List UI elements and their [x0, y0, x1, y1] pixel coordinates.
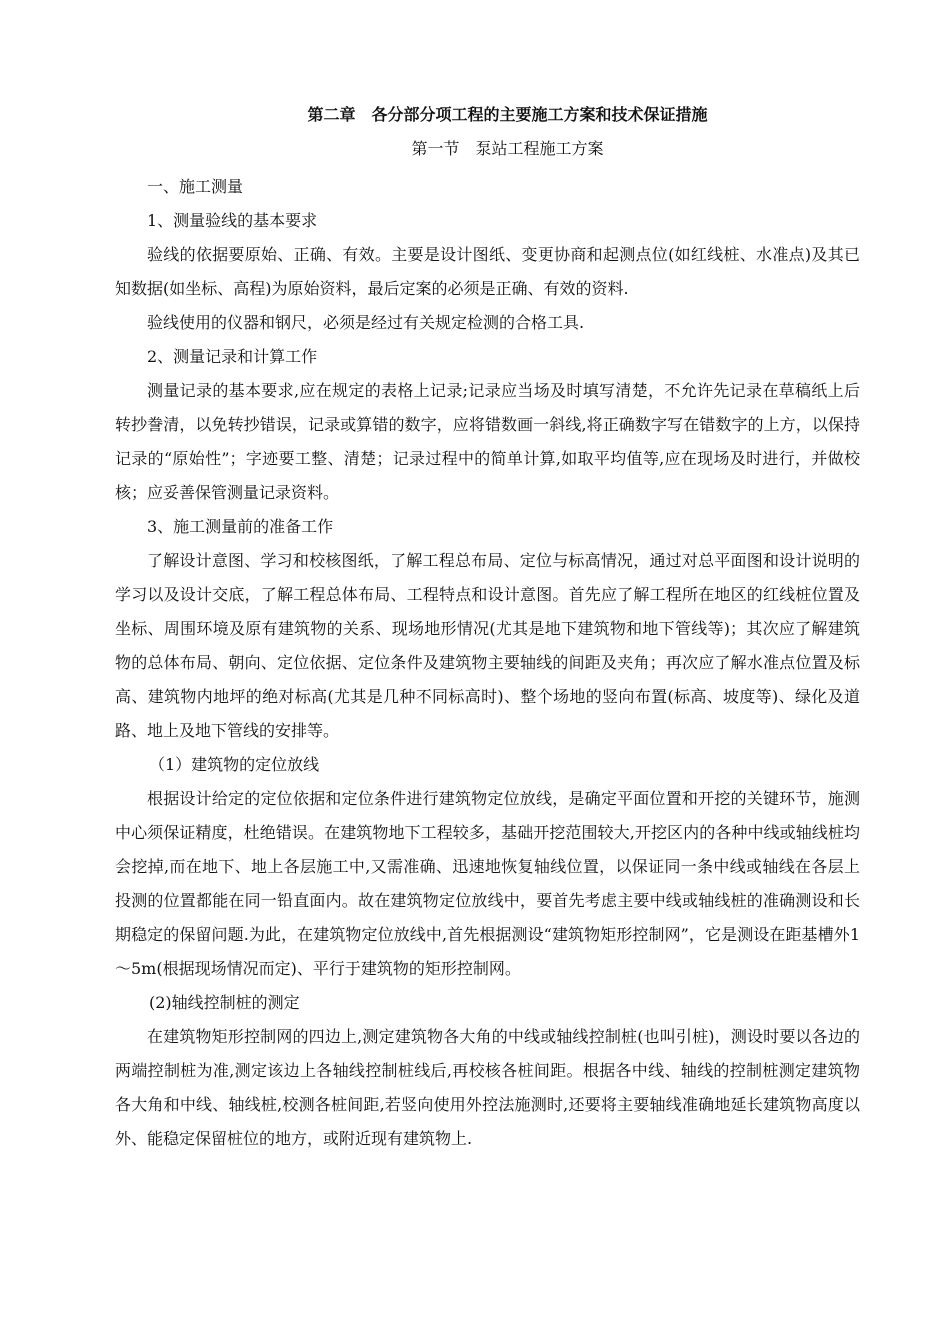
heading-axis-control-piles: (2)轴线控制桩的测定	[149, 993, 300, 1012]
document-body	[115, 100, 860, 1156]
paragraph: 在建筑物矩形控制网的四边上,测定建筑物各大角的中线或轴线控制桩(也叫引桩)，测设时要以各边的两端控制桩为准,测定该边上各轴线控制桩线后,再校核各桩间距。根据各中线、轴线的控制桩测定建筑物各大角和中线、轴线桩,校测各桩间距,若竖向使用外控法施测时,还要将主要轴线准确地延长建筑物高度以外、能稳定保留桩位的地方，或附近现有建筑物上.	[115, 1027, 860, 1148]
heading-construction-survey: 一、施工测量	[147, 177, 244, 196]
heading-building-positioning: （1）建筑物的定位放线	[149, 755, 320, 774]
heading-survey-records: 2、测量记录和计算工作	[147, 347, 318, 366]
paragraph: 了解设计意图、学习和校核图纸，了解工程总布局、定位与标高情况，通过对总平面图和设计说明的学习以及设计交底，了解工程总体布局、工程特点和设计意图。首先应了解工程所在地区的红线桩位置及坐标、周围环境及原有建筑物的关系、现场地形情况(尤其是地下建筑物和地下管线等)；其次应了解建筑物的总体布局、朝向、定位依据、定位条件及建筑物主要轴线的间距及夹角；再次应了解水准点位置及标高、建筑物内地坪的绝对标高(尤其是几种不同标高时)、整个场地的竖向布置(标高、坡度等)、绿化及道路、地上及地下管线的安排等。	[115, 551, 860, 740]
paragraph: 根据设计给定的定位依据和定位条件进行建筑物定位放线，是确定平面位置和开挖的关键环节，施测中心须保证精度，杜绝错误。在建筑物地下工程较多，基础开挖范围较大,开挖区内的各种中线或轴线桩均会挖掉,而在地下、地上各层施工中,又需准确、迅速地恢复轴线位置，以保证同一条中线或轴线在各层上投测的位置都能在同一铅直面内。故在建筑物定位放线中，要首先考虑主要中线或轴线桩的准确测设和长期稳定的保留问题.为此，在建筑物定位放线中,首先根据测设“建筑物矩形控制网”，它是测设在距基槽外1～5m(根据现场情况而定)、平行于建筑物的矩形控制网。	[115, 789, 860, 978]
section-title: 第一节 泵站工程施工方案	[411, 139, 604, 158]
chapter-title: 第二章 各分部分项工程的主要施工方案和技术保证措施	[307, 105, 708, 124]
paragraph: 验线使用的仪器和钢尺，必须是经过有关规定检测的合格工具.	[147, 313, 585, 332]
heading-survey-requirements: 1、测量验线的基本要求	[147, 211, 318, 230]
heading-preparation-work: 3、施工测量前的准备工作	[147, 517, 334, 536]
paragraph: 验线的依据要原始、正确、有效。主要是设计图纸、变更协商和起测点位(如红线桩、水准点)及其已知数据(如坐标、高程)为原始资料，最后定案的必须是正确、有效的资料.	[115, 245, 860, 298]
paragraph: 测量记录的基本要求,应在规定的表格上记录;记录应当场及时填写清楚，不允许先记录在草稿纸上后转抄誊清，以免转抄错误，记录或算错的数字，应将错数画一斜线,将正确数字写在错数字的上方，以保持记录的“原始性”；字迹要工整、清楚；记录过程中的简单计算,如取平均值等,应在现场及时进行，并做校核；应妥善保管测量记录资料。	[115, 381, 860, 502]
